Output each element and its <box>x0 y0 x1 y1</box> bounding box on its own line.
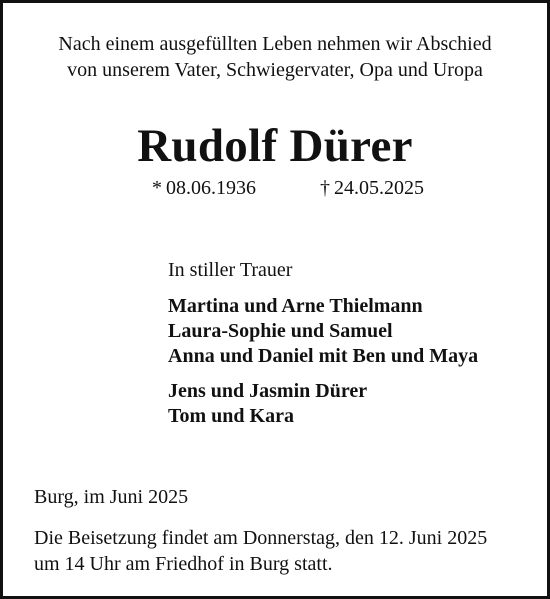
intro-line-2: von unserem Vater, Schwiegervater, Opa und Uropa <box>67 59 483 81</box>
mourners-block <box>168 258 478 439</box>
death-date: 24.05.2025 <box>334 177 424 199</box>
funeral-line-1: Die Beisetzung findet am Donnerstag, den 12. Juni 2025 <box>34 527 488 549</box>
mourner-name: Martina und Arne Thielmann <box>168 295 423 317</box>
intro-text <box>0 31 550 83</box>
intro-line-1: Nach einem ausgefüllten Leben nehmen wir Abschied <box>58 33 492 55</box>
birth-date-line <box>152 175 256 201</box>
mourning-label: In stiller Trauer <box>168 259 293 281</box>
death-cross-icon: † <box>320 177 330 199</box>
mourner-name: Anna und Daniel mit Ben und Maya <box>168 345 479 367</box>
mourner-group-2 <box>168 379 478 429</box>
funeral-line-2: um 14 Uhr am Friedhof in Burg statt. <box>34 553 333 575</box>
death-date-line <box>320 175 424 201</box>
deceased-name: Rudolf Dürer <box>137 120 413 172</box>
place-date: Burg, im Juni 2025 <box>34 486 189 508</box>
birth-date: 08.06.1936 <box>166 177 256 199</box>
birth-star-icon: * <box>152 177 162 199</box>
mourner-name: Laura-Sophie und Samuel <box>168 320 393 342</box>
mourner-group-1 <box>168 294 478 369</box>
mourner-name: Jens und Jasmin Dürer <box>168 380 368 402</box>
funeral-info <box>34 525 487 577</box>
mourner-name: Tom und Kara <box>168 405 294 427</box>
